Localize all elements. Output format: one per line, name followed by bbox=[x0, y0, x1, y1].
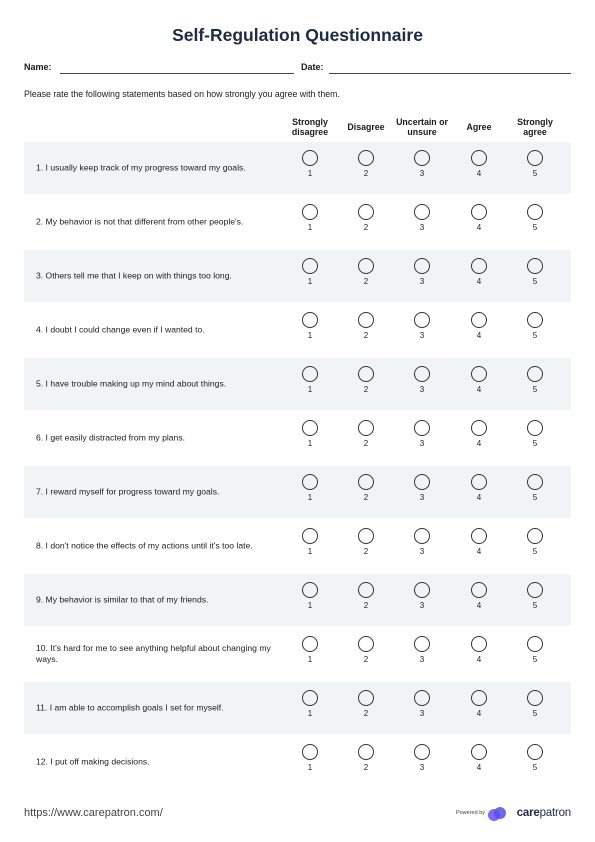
rating-value: 2 bbox=[363, 277, 369, 286]
rating-option[interactable] bbox=[520, 312, 550, 340]
radio-button[interactable] bbox=[414, 366, 430, 382]
radio-button[interactable] bbox=[358, 204, 374, 220]
radio-button[interactable] bbox=[358, 690, 374, 706]
rating-option[interactable] bbox=[295, 690, 325, 718]
radio-button[interactable] bbox=[358, 528, 374, 544]
column-header-1: Strongly disagree bbox=[291, 117, 329, 137]
rating-option[interactable] bbox=[351, 420, 381, 448]
rating-option[interactable] bbox=[407, 690, 437, 718]
rating-option[interactable] bbox=[295, 150, 325, 178]
radio-button[interactable] bbox=[414, 150, 430, 166]
rating-value: 4 bbox=[476, 385, 482, 394]
radio-button[interactable] bbox=[302, 636, 318, 652]
rating-value: 2 bbox=[363, 763, 369, 772]
instructions: Please rate the following statements based on how strongly you agree with them. bbox=[24, 89, 340, 99]
question-row bbox=[24, 250, 571, 302]
rating-value: 2 bbox=[363, 385, 369, 394]
question-text: 5. I have trouble making up my mind about things. bbox=[36, 378, 227, 389]
radio-button[interactable] bbox=[527, 636, 543, 652]
rating-option[interactable] bbox=[295, 420, 325, 448]
rating-value: 3 bbox=[419, 331, 425, 340]
radio-button[interactable] bbox=[414, 582, 430, 598]
radio-button[interactable] bbox=[527, 312, 543, 328]
rating-value: 4 bbox=[476, 763, 482, 772]
rating-value: 1 bbox=[307, 169, 313, 178]
rating-value: 5 bbox=[532, 169, 538, 178]
rating-value: 2 bbox=[363, 439, 369, 448]
rating-value: 3 bbox=[419, 547, 425, 556]
question-text: 8. I don't notice the effects of my actions until it's too late. bbox=[36, 540, 253, 551]
radio-button[interactable] bbox=[527, 204, 543, 220]
radio-button[interactable] bbox=[358, 420, 374, 436]
rating-value: 1 bbox=[307, 547, 313, 556]
radio-button[interactable] bbox=[414, 420, 430, 436]
rating-option[interactable] bbox=[407, 366, 437, 394]
rating-value: 1 bbox=[307, 277, 313, 286]
radio-button[interactable] bbox=[527, 420, 543, 436]
rating-option[interactable] bbox=[407, 420, 437, 448]
brand bbox=[431, 805, 571, 823]
date-field[interactable] bbox=[329, 73, 571, 74]
rating-option[interactable] bbox=[351, 582, 381, 610]
radio-button[interactable] bbox=[358, 636, 374, 652]
radio-button[interactable] bbox=[302, 204, 318, 220]
radio-button[interactable] bbox=[414, 636, 430, 652]
radio-button[interactable] bbox=[471, 690, 487, 706]
brand-prefix: care bbox=[516, 807, 540, 819]
rating-value: 1 bbox=[307, 601, 313, 610]
name-label: Name: bbox=[24, 62, 52, 72]
radio-button[interactable] bbox=[358, 258, 374, 274]
rating-option[interactable] bbox=[351, 258, 381, 286]
rating-value: 4 bbox=[476, 547, 482, 556]
rating-value: 2 bbox=[363, 493, 369, 502]
rating-option[interactable] bbox=[520, 582, 550, 610]
radio-button[interactable] bbox=[302, 150, 318, 166]
rating-value: 5 bbox=[532, 331, 538, 340]
rating-value: 2 bbox=[363, 601, 369, 610]
rating-value: 4 bbox=[476, 655, 482, 664]
radio-button[interactable] bbox=[414, 474, 430, 490]
question-row bbox=[24, 520, 571, 572]
column-header-3: Uncertain or unsure bbox=[396, 117, 448, 137]
rating-option[interactable] bbox=[407, 582, 437, 610]
rating-value: 3 bbox=[419, 385, 425, 394]
rating-value: 1 bbox=[307, 655, 313, 664]
radio-button[interactable] bbox=[527, 474, 543, 490]
radio-button[interactable] bbox=[471, 420, 487, 436]
question-row bbox=[24, 304, 571, 356]
rating-option[interactable] bbox=[464, 150, 494, 178]
rating-value: 3 bbox=[419, 277, 425, 286]
question-text: 9. My behavior is similar to that of my friends. bbox=[36, 594, 209, 605]
rating-option[interactable] bbox=[295, 312, 325, 340]
radio-button[interactable] bbox=[414, 690, 430, 706]
rating-value: 1 bbox=[307, 763, 313, 772]
radio-button[interactable] bbox=[358, 474, 374, 490]
brand-name bbox=[517, 807, 571, 819]
name-date-row bbox=[24, 62, 571, 76]
rating-option[interactable] bbox=[520, 420, 550, 448]
rating-option[interactable] bbox=[351, 204, 381, 232]
radio-button[interactable] bbox=[302, 582, 318, 598]
rating-value: 3 bbox=[419, 223, 425, 232]
rating-value: 3 bbox=[419, 655, 425, 664]
question-row bbox=[24, 466, 571, 518]
radio-button[interactable] bbox=[302, 258, 318, 274]
radio-button[interactable] bbox=[414, 744, 430, 760]
rating-option[interactable] bbox=[464, 312, 494, 340]
radio-button[interactable] bbox=[471, 528, 487, 544]
rating-value: 5 bbox=[532, 601, 538, 610]
radio-button[interactable] bbox=[358, 312, 374, 328]
rating-value: 5 bbox=[532, 277, 538, 286]
rating-value: 5 bbox=[532, 547, 538, 556]
question-row bbox=[24, 412, 571, 464]
rating-option[interactable] bbox=[520, 258, 550, 286]
rating-option[interactable] bbox=[295, 258, 325, 286]
rating-value: 4 bbox=[476, 709, 482, 718]
rating-value: 4 bbox=[476, 439, 482, 448]
question-text: 1. I usually keep track of my progress toward my goals. bbox=[36, 162, 246, 173]
rating-option[interactable] bbox=[464, 258, 494, 286]
question-text: 11. I am able to accomplish goals I set for myself. bbox=[36, 702, 224, 713]
radio-button[interactable] bbox=[302, 528, 318, 544]
radio-button[interactable] bbox=[414, 312, 430, 328]
rating-option[interactable] bbox=[464, 636, 494, 664]
rating-value: 2 bbox=[363, 655, 369, 664]
question-text: 4. I doubt I could change even if I wanted to. bbox=[36, 324, 205, 335]
radio-button[interactable] bbox=[471, 204, 487, 220]
rating-option[interactable] bbox=[351, 474, 381, 502]
rating-option[interactable] bbox=[351, 690, 381, 718]
radio-button[interactable] bbox=[302, 312, 318, 328]
rating-option[interactable] bbox=[464, 420, 494, 448]
rating-value: 2 bbox=[363, 547, 369, 556]
rating-option[interactable] bbox=[407, 474, 437, 502]
rating-value: 1 bbox=[307, 709, 313, 718]
rating-option[interactable] bbox=[407, 150, 437, 178]
rating-option[interactable] bbox=[464, 690, 494, 718]
rating-value: 4 bbox=[476, 601, 482, 610]
question-text: 2. My behavior is not that different from other people's. bbox=[36, 216, 244, 227]
radio-button[interactable] bbox=[527, 528, 543, 544]
rating-value: 5 bbox=[532, 493, 538, 502]
rating-option[interactable] bbox=[295, 744, 325, 772]
rating-option[interactable] bbox=[295, 474, 325, 502]
rating-option[interactable] bbox=[407, 258, 437, 286]
rating-option[interactable] bbox=[407, 204, 437, 232]
rating-option[interactable] bbox=[464, 744, 494, 772]
radio-button[interactable] bbox=[302, 474, 318, 490]
rating-option[interactable] bbox=[295, 582, 325, 610]
radio-button[interactable] bbox=[414, 204, 430, 220]
question-row bbox=[24, 142, 571, 194]
question-text: 10. It's hard for me to see anything helpful about changing my ways. bbox=[36, 643, 271, 664]
radio-button[interactable] bbox=[471, 636, 487, 652]
question-text: 7. I reward myself for progress toward my goals. bbox=[36, 486, 220, 497]
radio-button[interactable] bbox=[358, 366, 374, 382]
rating-option[interactable] bbox=[351, 528, 381, 556]
rating-option[interactable] bbox=[520, 366, 550, 394]
rating-option[interactable] bbox=[464, 528, 494, 556]
radio-button[interactable] bbox=[527, 582, 543, 598]
radio-button[interactable] bbox=[471, 312, 487, 328]
column-header-4: Agree bbox=[466, 122, 492, 132]
rating-value: 5 bbox=[532, 385, 538, 394]
rating-option[interactable] bbox=[351, 150, 381, 178]
powered-by-label: Powered by bbox=[455, 810, 485, 816]
radio-button[interactable] bbox=[471, 744, 487, 760]
radio-button[interactable] bbox=[471, 258, 487, 274]
rating-option[interactable] bbox=[520, 636, 550, 664]
question-row bbox=[24, 682, 571, 734]
rating-value: 2 bbox=[363, 169, 369, 178]
rating-option[interactable] bbox=[407, 528, 437, 556]
rating-value: 5 bbox=[532, 763, 538, 772]
rating-value: 3 bbox=[419, 169, 425, 178]
page-title: Self-Regulation Questionnaire bbox=[172, 25, 423, 45]
rating-option[interactable] bbox=[407, 636, 437, 664]
question-row bbox=[24, 358, 571, 410]
rating-option[interactable] bbox=[464, 204, 494, 232]
rating-value: 4 bbox=[476, 277, 482, 286]
rating-value: 4 bbox=[476, 169, 482, 178]
rating-option[interactable] bbox=[464, 474, 494, 502]
column-header-2: Disagree bbox=[347, 122, 385, 132]
date-label: Date: bbox=[301, 62, 324, 72]
radio-button[interactable] bbox=[302, 366, 318, 382]
rating-value: 3 bbox=[419, 493, 425, 502]
rating-value: 5 bbox=[532, 709, 538, 718]
rating-value: 1 bbox=[307, 223, 313, 232]
radio-button[interactable] bbox=[358, 150, 374, 166]
rating-value: 5 bbox=[532, 223, 538, 232]
rating-option[interactable] bbox=[295, 636, 325, 664]
rating-option[interactable] bbox=[464, 366, 494, 394]
radio-button[interactable] bbox=[471, 474, 487, 490]
question-text: 3. Others tell me that I keep on with things too long. bbox=[36, 270, 232, 281]
rating-option[interactable] bbox=[407, 312, 437, 340]
rating-option[interactable] bbox=[351, 312, 381, 340]
brand-suffix: patron bbox=[539, 807, 571, 819]
radio-button[interactable] bbox=[471, 582, 487, 598]
radio-button[interactable] bbox=[358, 582, 374, 598]
question-row bbox=[24, 736, 571, 788]
rating-value: 1 bbox=[307, 439, 313, 448]
rating-value: 1 bbox=[307, 385, 313, 394]
rating-option[interactable] bbox=[295, 528, 325, 556]
rating-value: 2 bbox=[363, 223, 369, 232]
rating-value: 4 bbox=[476, 331, 482, 340]
name-field[interactable] bbox=[60, 73, 294, 74]
rating-value: 3 bbox=[419, 763, 425, 772]
rating-value: 1 bbox=[307, 331, 313, 340]
radio-button[interactable] bbox=[527, 258, 543, 274]
rating-option[interactable] bbox=[351, 366, 381, 394]
radio-button[interactable] bbox=[527, 744, 543, 760]
question-text: 12. I put off making decisions. bbox=[36, 756, 150, 767]
rating-option[interactable] bbox=[520, 528, 550, 556]
rating-value: 4 bbox=[476, 223, 482, 232]
question-row bbox=[24, 196, 571, 248]
question-row bbox=[24, 574, 571, 626]
rating-value: 3 bbox=[419, 439, 425, 448]
rating-value: 5 bbox=[532, 439, 538, 448]
rating-option[interactable] bbox=[520, 690, 550, 718]
rating-option[interactable] bbox=[520, 474, 550, 502]
question-row bbox=[24, 628, 571, 680]
rating-option[interactable] bbox=[295, 366, 325, 394]
rating-option[interactable] bbox=[464, 582, 494, 610]
radio-button[interactable] bbox=[414, 528, 430, 544]
radio-button[interactable] bbox=[471, 150, 487, 166]
radio-button[interactable] bbox=[302, 690, 318, 706]
radio-button[interactable] bbox=[527, 366, 543, 382]
rating-value: 2 bbox=[363, 331, 369, 340]
radio-button[interactable] bbox=[358, 744, 374, 760]
radio-button[interactable] bbox=[527, 690, 543, 706]
rating-value: 1 bbox=[307, 493, 313, 502]
radio-button[interactable] bbox=[302, 744, 318, 760]
rating-option[interactable] bbox=[407, 744, 437, 772]
footer-link[interactable]: https://www.carepatron.com/ bbox=[24, 807, 163, 819]
rating-value: 2 bbox=[363, 709, 369, 718]
rating-value: 3 bbox=[419, 601, 425, 610]
rating-option[interactable] bbox=[351, 744, 381, 772]
rating-option[interactable] bbox=[295, 204, 325, 232]
radio-button[interactable] bbox=[302, 420, 318, 436]
rating-value: 5 bbox=[532, 655, 538, 664]
question-text: 6. I get easily distracted from my plans. bbox=[36, 432, 186, 443]
rating-option[interactable] bbox=[520, 744, 550, 772]
rating-option[interactable] bbox=[351, 636, 381, 664]
column-header-5: Strongly agree bbox=[517, 117, 553, 137]
radio-button[interactable] bbox=[414, 258, 430, 274]
rating-value: 4 bbox=[476, 493, 482, 502]
rating-value: 3 bbox=[419, 709, 425, 718]
radio-button[interactable] bbox=[527, 150, 543, 166]
radio-button[interactable] bbox=[471, 366, 487, 382]
rating-option[interactable] bbox=[520, 204, 550, 232]
carepatron-logo-icon bbox=[488, 805, 506, 823]
rating-option[interactable] bbox=[520, 150, 550, 178]
